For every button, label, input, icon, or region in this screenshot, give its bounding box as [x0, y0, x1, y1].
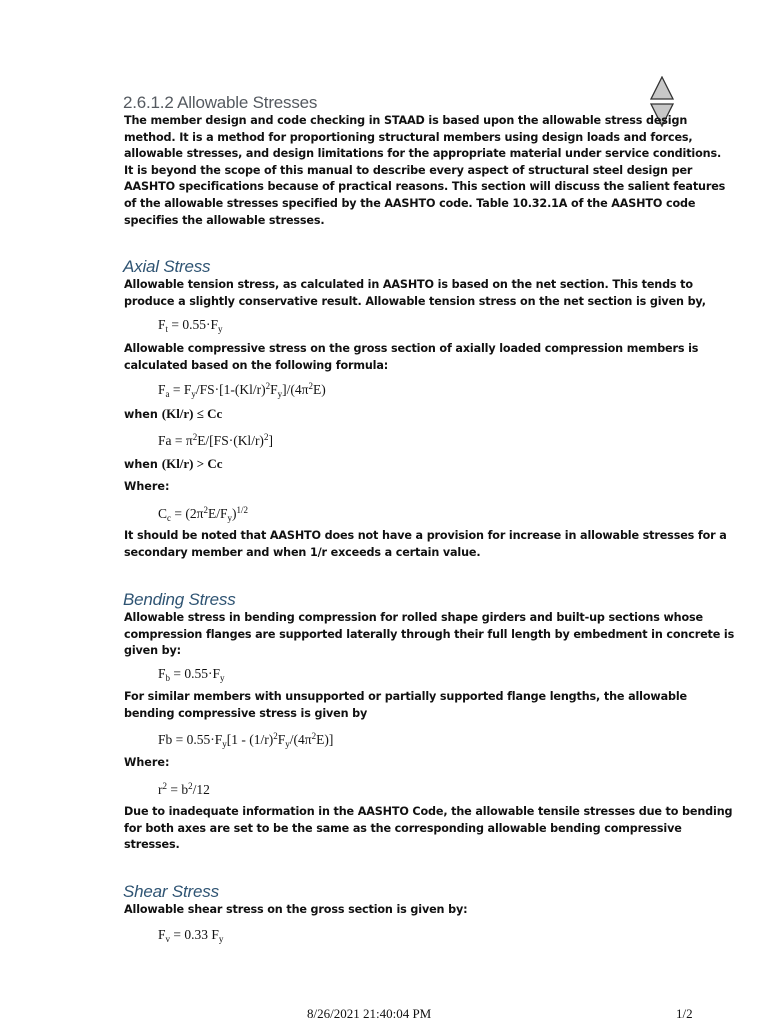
formula-sup: 2: [263, 432, 269, 442]
formula-sub: y: [222, 739, 227, 749]
intro-paragraph: [124, 113, 726, 229]
text-line: method. It is a method for proportioning structural members using design loads and forces,: [124, 130, 693, 144]
formula-part: = b: [167, 782, 189, 797]
axial-stress-heading: Axial Stress: [123, 257, 211, 276]
formula-part: F: [277, 732, 286, 747]
triangle-up-icon: [650, 76, 674, 100]
formula-sup: 2: [162, 781, 167, 791]
text-line: AASHTO specifications because of practical reasons. This section will discuss the salient features: [124, 180, 726, 194]
formula-sup: 2: [311, 731, 317, 741]
bending-stress-heading: Bending Stress: [123, 590, 236, 609]
formula-sup: 2: [203, 505, 208, 515]
shear-paragraph-1: [124, 902, 704, 919]
formula-sup: 2: [265, 381, 271, 391]
condition-expression: (Kl/r) ≤ Cc: [161, 406, 223, 421]
formula-part: /(4π: [289, 732, 312, 747]
formula-part: E/[FS·(Kl/r): [197, 433, 264, 448]
bending-paragraph-1: [124, 610, 735, 660]
formula-part: E): [312, 382, 326, 397]
formula-part: E/F: [207, 506, 228, 521]
formula-part: C: [158, 506, 168, 521]
formula-sup: 2: [188, 781, 193, 791]
condition-kl-r-gt-cc: [124, 456, 223, 472]
formula-part: = 0.55·F: [170, 666, 221, 681]
text-line: bending compressive stress is given by: [124, 706, 368, 720]
formula-cc: [158, 505, 248, 523]
formula-part: = 0.55·F: [168, 317, 219, 332]
formula-sup: 2: [308, 381, 313, 391]
formula-sub: y: [285, 739, 290, 749]
scroll-up-button[interactable]: [650, 76, 674, 100]
text-line: produce a slightly conservative result. Allowable tension stress on the net section is given by,: [124, 294, 706, 308]
text-line: Allowable stress in bending compression for rolled shape girders and built-up sections whose: [124, 611, 703, 624]
formula-part: ]: [268, 433, 273, 448]
section-title: 2.6.1.2 Allowable Stresses: [123, 93, 318, 112]
condition-expression: (Kl/r) > Cc: [161, 456, 223, 471]
text-line: Due to inadequate information in the AASHTO Code, the allowable tensile stresses due to bending: [124, 805, 733, 818]
formula-fv: [158, 927, 223, 944]
formula-sub: v: [165, 934, 171, 944]
text-line: It should be noted that AASHTO does not have a provision for increase in allowable stresses for a: [124, 529, 727, 542]
text-line: allowable stresses, and design limitations for the appropriate material under service conditions.: [124, 147, 722, 161]
formula-part: [1 - (1/r): [226, 732, 274, 747]
formula-r: [158, 781, 210, 798]
text-line: specifies the allowable stresses.: [124, 213, 325, 227]
axial-paragraph-1: [124, 277, 704, 310]
formula-part: F: [270, 382, 278, 397]
text-line: Allowable shear stress on the gross section is given by:: [124, 903, 468, 916]
formula-part: r: [158, 782, 163, 797]
where-label: Where:: [124, 480, 170, 493]
text-line: For similar members with unsupported or partially supported flange lengths, the allowable: [124, 690, 687, 703]
formula-part: = 0.33 F: [170, 927, 219, 942]
formula-part: F: [158, 317, 166, 332]
formula-part: /FS·[1-(Kl/r): [195, 382, 266, 397]
formula-fb: [158, 666, 225, 683]
formula-part: E)]: [316, 732, 334, 747]
where-label: Where:: [124, 756, 170, 769]
formula-sub: y: [277, 389, 283, 399]
text-line: Allowable tension stress, as calculated in AASHTO is based on the net section. This tends to: [124, 278, 693, 291]
formula-part: F: [158, 927, 166, 942]
text-line: compression flanges are supported laterally through their full length by embedment in concrete is: [124, 627, 735, 641]
formula-part: F: [158, 666, 166, 681]
formula-part: = F: [169, 382, 192, 397]
bending-paragraph-2: [124, 689, 704, 722]
text-line: Allowable compressive stress on the gross section of axially loaded compression members is: [124, 342, 699, 355]
text-line: secondary member and when 1/r exceeds a certain value.: [124, 545, 481, 559]
formula-part: F: [158, 382, 166, 397]
text-line: calculated based on the following formula:: [124, 358, 389, 372]
formula-part: ): [231, 506, 237, 521]
condition-prefix: when: [124, 458, 162, 471]
formula-sub: y: [191, 389, 196, 399]
formula-part: ]/(4π: [282, 382, 309, 397]
footer-datetime: 8/26/2021 21:40:04 PM: [307, 1006, 432, 1021]
formula-sub: a: [165, 389, 170, 399]
formula-sup: 2: [192, 432, 198, 442]
text-line: stresses.: [124, 838, 180, 852]
condition-prefix: when: [124, 408, 162, 421]
formula-sub: y: [218, 934, 224, 944]
formula-fa-euler: [158, 432, 273, 449]
formula-sub: y: [227, 513, 232, 523]
shear-stress-heading: Shear Stress: [123, 882, 219, 901]
footer-page-number: 1/2: [676, 1006, 693, 1021]
formula-sub: t: [165, 324, 169, 334]
text-line: It is beyond the scope of this manual to describe every aspect of structural steel design per: [124, 163, 693, 177]
formula-part: Fa = π: [158, 433, 193, 448]
formula-part: Fb = 0.55·F: [158, 732, 223, 747]
text-line: for both axes are set to be the same as the corresponding allowable bending compressive: [124, 821, 682, 835]
formula-sup: 2: [273, 731, 278, 741]
formula-ft: [158, 317, 223, 334]
axial-paragraph-2: [124, 341, 704, 374]
formula-part: = (2π: [171, 506, 204, 521]
formula-fa: [158, 381, 326, 399]
formula-sub: c: [167, 513, 172, 523]
formula-sup: 1/2: [236, 505, 248, 515]
text-line: given by:: [124, 644, 182, 658]
text-line: of the allowable stresses specified by the AASHTO code. Table 10.32.1A of the AASHTO code: [124, 196, 696, 210]
condition-kl-r-le-cc: [124, 406, 222, 422]
text-line: The member design and code checking in STAAD is based upon the allowable stress design: [124, 114, 688, 127]
formula-part: /12: [192, 782, 210, 797]
formula-fb-unsupported: [158, 731, 333, 749]
bending-paragraph-3: [124, 804, 733, 854]
axial-paragraph-3: [124, 528, 727, 561]
formula-sub: y: [220, 673, 225, 683]
formula-sub: b: [165, 673, 171, 683]
formula-sub: y: [218, 324, 223, 334]
